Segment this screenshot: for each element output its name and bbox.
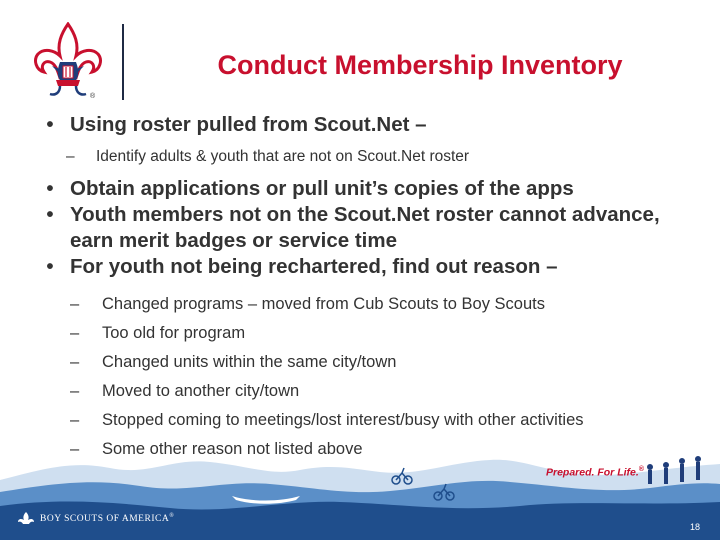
dash-marker: – [66,148,75,165]
slide-content [30,112,700,464]
bullet-marker: • [46,255,54,278]
bullet-text: Obtain applications or pull unit’s copies of the apps [70,177,574,200]
sub-item-text: Moved to another city/town [102,382,300,400]
dash-marker: – [70,324,80,342]
bullet-item [30,112,700,138]
bullet-text: For youth not being rechartered, find out reason – [70,255,558,278]
bullet-text: Using roster pulled from Scout.Net – [70,113,427,136]
slide-title: Conduct Membership Inventory [217,50,623,80]
fleur-de-lis-eagle-icon [30,22,106,104]
logo-divider [122,24,124,100]
page-number: 18 [690,522,701,532]
footer-organization: BOY SCOUTS OF AMERICA® [40,513,175,525]
dash-marker: – [70,353,80,371]
bullet-item [30,254,700,280]
sub-item-text: Too old for program [102,324,246,342]
bullet-marker: • [46,177,54,200]
dash-marker: – [70,295,80,313]
footer-tagline: Prepared. For Life.® [546,466,644,479]
sub-item [30,406,700,435]
bsa-emblem-icon [16,511,36,527]
footer-landscape [0,440,720,540]
sub-item [30,377,700,406]
bullet-text: Youth members not on the Scout.Net roster cannot advance, earn merit badges or service time [70,203,660,252]
bullet-marker: • [46,203,54,226]
sub-item-text: Changed units within the same city/town [102,353,397,371]
sub-item [30,290,700,319]
dash-marker: – [70,440,80,458]
sub-item-text: Some other reason not listed above [102,440,363,458]
registered-mark: ® [90,93,96,100]
sub-item [30,348,700,377]
bullet-item [30,202,700,254]
sub-item-text: Stopped coming to meetings/lost interest/busy with other activities [102,411,584,429]
dash-marker: – [70,382,80,400]
bullet-marker: • [46,113,54,136]
sub-item-text: Identify adults & youth that are not on Scout.Net roster [96,148,470,165]
sub-item [30,319,700,348]
bullet-item [30,176,700,202]
sub-item [30,146,700,168]
dash-marker: – [70,411,80,429]
sub-item-text: Changed programs – moved from Cub Scouts to Boy Scouts [102,295,545,313]
